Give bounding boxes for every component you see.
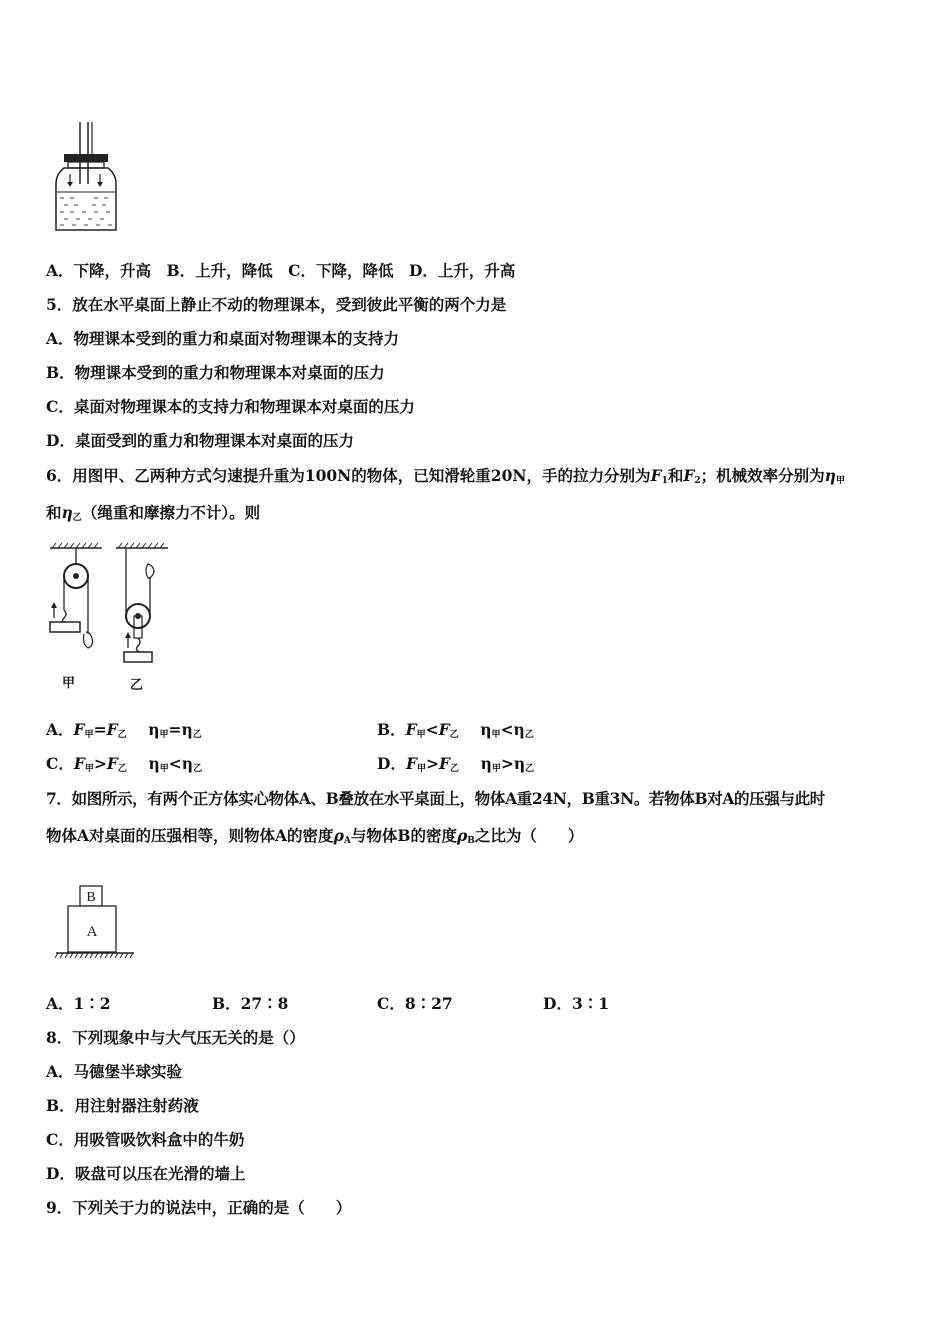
jar-figure: [50, 118, 122, 236]
q8-option-d: D．吸盘可以压在光滑的墙上: [46, 1164, 246, 1183]
q6-option-c-f: F: [73, 754, 85, 773]
rho-b: ρ: [456, 826, 468, 845]
q5-option-c: C．桌面对物理课本的支持力和物理课本对桌面的压力: [46, 397, 415, 416]
q6-option-a-letter: A．: [46, 720, 74, 739]
q6-option-c-f2: F: [106, 754, 118, 773]
q7-stem-line1: 7．如图所示，有两个正方体实心物体A、B叠放在水平桌面上，物体A重24N，B重3N。若物体B对A的压强与此时: [46, 789, 825, 808]
pulley-figure: [44, 542, 176, 694]
rho-a: ρ: [333, 826, 344, 845]
q6-option-b: [377, 720, 534, 745]
q6-option-a-f: F: [73, 720, 85, 739]
q6-option-a-rel2: =η: [168, 720, 193, 739]
q6-option-a-s1: 甲: [84, 730, 94, 740]
eta-yi: η: [61, 503, 73, 522]
q7-option-c: C．8∶27: [377, 994, 453, 1013]
q6-option-c-s4: 乙: [193, 764, 203, 774]
q8-option-c: C．用吸管吸饮料盒中的牛奶: [46, 1130, 245, 1149]
q6-option-b-f: F: [405, 720, 417, 739]
q6-option-a-f2: F: [106, 720, 118, 739]
q6-option-c-s3: 甲: [159, 764, 169, 774]
q6-option-d-s1: 甲: [416, 764, 426, 774]
q7-line2-a: 物体A对桌面的压强相等，则物体A的密度: [46, 826, 334, 845]
q6-option-d-letter: D．: [377, 754, 406, 773]
rho-a-sub: A: [343, 836, 351, 846]
q6-option-a: [46, 720, 202, 745]
q6-option-d-s4: 乙: [525, 764, 535, 774]
q6-stem-line1: [46, 466, 845, 491]
q6-option-b-s3: 甲: [491, 730, 501, 740]
force-f1-sub: 1: [661, 476, 668, 486]
q8-option-a: A．马德堡半球实验: [46, 1062, 183, 1081]
q7-option-d: D．3∶1: [543, 994, 610, 1013]
q6-and: 和: [667, 466, 684, 485]
q6-option-b-eta: η: [480, 720, 492, 739]
q6-option-d-f2: F: [438, 754, 450, 773]
q9-stem: 9．下列关于力的说法中，正确的是（ ）: [46, 1198, 352, 1217]
q5-stem: 5．放在水平桌面上静止不动的物理课本，受到彼此平衡的两个力是: [46, 295, 507, 314]
q6-option-c-s2: 乙: [117, 764, 127, 774]
q6-option-a-rel1: =: [93, 720, 107, 739]
q6-option-d-f: F: [405, 754, 417, 773]
q5-option-a: A．物理课本受到的重力和桌面对物理课本的支持力: [46, 329, 400, 348]
q6-option-d-eta: η: [480, 754, 492, 773]
q6-option-b-rel1: <: [425, 720, 439, 739]
cube-a-label: A: [86, 924, 98, 940]
cube-b-label: B: [86, 890, 96, 905]
q6-option-c-rel1: >: [93, 754, 107, 773]
q7-stem-line2: [46, 826, 583, 851]
eta-yi-sub: 乙: [72, 513, 82, 523]
q6-stem-text-b: ；机械效率分别为: [700, 466, 825, 485]
q6-option-a-s3: 甲: [159, 730, 169, 740]
q6-option-b-s2: 乙: [449, 730, 459, 740]
q6-option-d-s2: 乙: [450, 764, 460, 774]
eta-jia: η: [824, 466, 836, 485]
q7-line2-b: 与物体B的密度: [350, 826, 457, 845]
q8-option-b: B．用注射器注射药液: [46, 1096, 199, 1115]
q6-option-c: [46, 754, 202, 779]
cubes-figure: [54, 880, 136, 964]
q8-stem: 8．下列现象中与大气压无关的是（）: [46, 1028, 305, 1047]
q6-option-d: [377, 754, 534, 779]
q6-option-b-s4: 乙: [524, 730, 534, 740]
q6-option-c-s1: 甲: [84, 764, 94, 774]
q6-option-b-letter: B．: [377, 720, 406, 739]
q6-option-b-rel2: <η: [500, 720, 525, 739]
q6-stem-text-a: 6．用图甲、乙两种方式匀速提升重为100N的物体，已知滑轮重20N，手的拉力分别为: [46, 466, 651, 485]
rho-b-sub: B: [467, 836, 475, 846]
q5-option-d: D．桌面受到的重力和物理课本对桌面的压力: [46, 431, 354, 450]
q5-option-b: B．物理课本受到的重力和物理课本对桌面的压力: [46, 363, 385, 382]
q6-line2-rest: （绳重和摩擦力不计）。则: [81, 503, 261, 522]
q6-option-d-s3: 甲: [491, 764, 501, 774]
q6-stem-line2: [46, 503, 260, 528]
q6-option-c-eta: η: [148, 754, 160, 773]
q6-option-c-rel2: <η: [168, 754, 194, 773]
q6-line2-and: 和: [46, 503, 62, 522]
q6-option-b-s1: 甲: [416, 730, 426, 740]
fig-label-jia: 甲: [62, 676, 76, 691]
q6-option-d-rel2: >η: [500, 754, 526, 773]
fig-label-yi: 乙: [130, 678, 144, 693]
q6-option-c-letter: C．: [46, 754, 74, 773]
q7-line2-c: 之比为（ ）: [474, 826, 584, 845]
q7-option-b: B．27∶8: [212, 994, 289, 1013]
q6-option-b-f2: F: [438, 720, 450, 739]
force-f2-sub: 2: [694, 476, 701, 486]
q6-option-a-s4: 乙: [192, 730, 202, 740]
q4-options: A．下降，升高 B．上升，降低 C．下降，降低 D．上升，升高: [46, 261, 516, 280]
q7-option-a: A．1∶2: [46, 994, 111, 1013]
force-f1: F: [650, 466, 662, 485]
q6-option-d-rel1: >: [425, 754, 439, 773]
q6-option-a-s2: 乙: [117, 730, 127, 740]
q6-option-a-eta: η: [148, 720, 160, 739]
eta-jia-sub: 甲: [835, 476, 845, 486]
force-f2: F: [683, 466, 695, 485]
